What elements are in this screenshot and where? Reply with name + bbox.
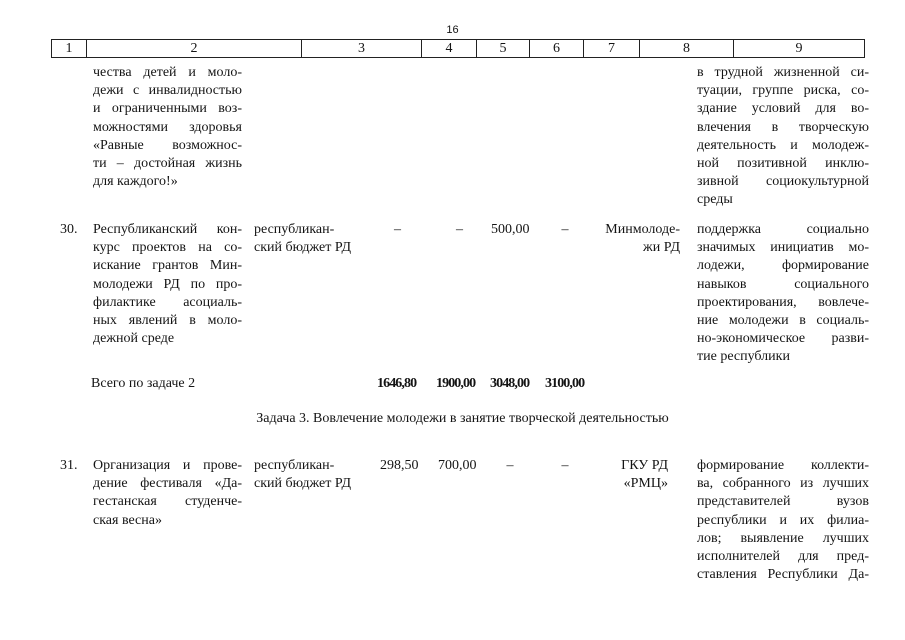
row-30-value-col6: 500,00 xyxy=(491,222,530,237)
total-value-col7: 3100,00 xyxy=(545,376,585,391)
row-31-value-col5: 700,00 xyxy=(438,458,477,473)
column-header-3: 3 xyxy=(302,40,422,57)
column-header-4: 4 xyxy=(422,40,477,57)
continued-expected-result: в трудной жизненной си- туации, группе риска, со- здание условий для во- влечения в творческую деятельность и молодеж- ной позитивной инклю- зивной социокультурной среды xyxy=(697,65,869,208)
column-header-6: 6 xyxy=(530,40,584,57)
row-30-event-name: Республиканский кон- курс проектов на со- искание грантов Мин- молодежи РД по про- филактике асоциаль- ных явлений в моло- дежной среде xyxy=(93,222,242,347)
row-30-number: 30. xyxy=(60,222,78,237)
row-31-expected-result: формирование коллекти- ва, собранного из лучших представителей вузов республики и их филиа- лов; выявление лучших исполнителей для пред- ставления Республики Да- xyxy=(697,458,869,583)
task-heading: Задача 3. Вовлечение молодежи в занятие творческой деятельностью xyxy=(256,411,669,426)
row-30-funding-source: республикан- ский бюджет РД xyxy=(254,222,352,256)
row-31-value-col4: 298,50 xyxy=(380,458,419,473)
continued-event-name: чества детей и моло- дежи с инвалидностью и ограниченными воз- можностями здоровья «Равные возможнос- ти – достойная жизнь для каждого!» xyxy=(93,65,242,190)
row-31-value-col6: – xyxy=(506,458,514,473)
row-30-value-col4: – xyxy=(394,222,401,237)
row-31-value-col7: – xyxy=(561,458,569,473)
column-header-9: 9 xyxy=(795,41,803,56)
column-header-row xyxy=(51,39,865,58)
row-31-number: 31. xyxy=(60,458,78,473)
column-header-7: 7 xyxy=(584,40,640,57)
row-30-expected-result: поддержка социально значимых инициатив мо- лодежи, формирование навыков социального проектирования, вовлече- ние молодежи в социаль- но-экономическое разви- тие республики xyxy=(697,222,869,365)
row-30-value-col5: – xyxy=(456,222,463,237)
row-31-funding-source: республикан- ский бюджет РД xyxy=(254,458,352,492)
page-number: 16 xyxy=(446,24,459,36)
total-value-col6: 3048,00 xyxy=(490,376,530,391)
column-header-8: 8 xyxy=(640,40,734,57)
row-31-executor: ГКУ РД «РМЦ» xyxy=(621,458,668,492)
row-30-value-col7: – xyxy=(561,222,569,237)
column-header-1: 1 xyxy=(52,40,87,57)
column-header-2: 2 xyxy=(87,40,302,57)
row-30-executor: Минмолоде- жи РД xyxy=(605,222,680,256)
row-31-event-name: Организация и прове- дение фестиваля «Да- гестанская студенче- ская весна» xyxy=(93,458,242,528)
total-value-col5: 1900,00 xyxy=(436,376,476,391)
total-label: Всего по задаче 2 xyxy=(91,376,196,391)
total-value-col4: 1646,80 xyxy=(377,376,417,391)
column-header-5: 5 xyxy=(477,40,530,57)
